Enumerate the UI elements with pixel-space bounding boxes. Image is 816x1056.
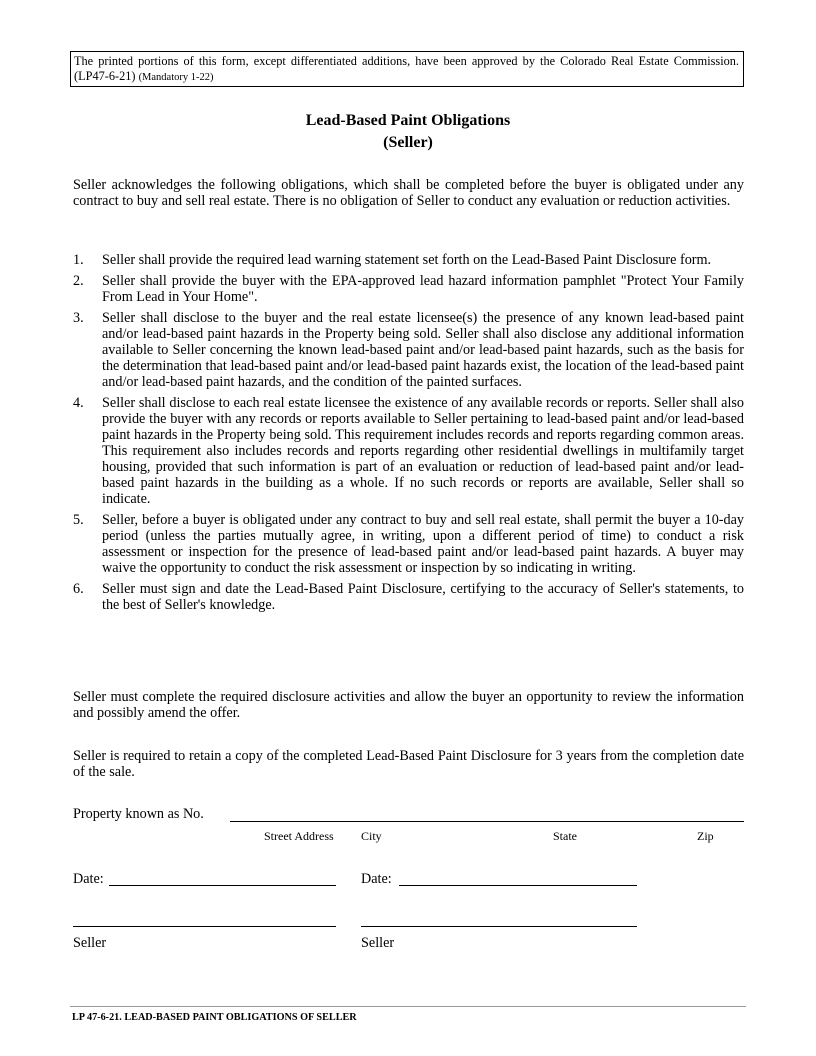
zip-caption: Zip	[697, 829, 714, 843]
city-caption: City	[361, 829, 382, 843]
seller-signature-line-1[interactable]	[73, 926, 336, 927]
obligation-number: 6.	[73, 581, 84, 597]
obligation-item	[73, 252, 744, 268]
obligation-item	[73, 273, 744, 305]
obligation-item	[73, 512, 744, 576]
obligation-text: Seller shall provide the required lead warning statement set forth on the Lead-Based Paint Disclosure form.	[102, 252, 712, 268]
obligation-item	[73, 395, 744, 507]
obligation-text: Seller shall disclose to each real estate licensee the existence of any available records or reports. Seller shall also provide the buyer with any records or reports available to Seller pertaining to lead-based paint and/or lead-based paint hazards in the Property being sold. This requirement includes records and reports regarding common areas. This requirement also includes records and reports regarding other residential dwellings in multifamily target housing, provided that such information is part of an evaluation or reduction of lead-based paint and/or lead-based paint hazards in the building as a whole. If no such records or reports are available, Seller shall so indicate.	[102, 395, 744, 507]
obligation-number: 4.	[73, 395, 84, 411]
seller-signature-line-2[interactable]	[361, 926, 637, 927]
obligation-text: Seller must sign and date the Lead-Based Paint Disclosure, certifying to the accuracy of Seller's statements, to the best of Seller's knowledge.	[102, 581, 744, 613]
obligation-item	[73, 581, 744, 613]
mandatory-date: (Mandatory 1-22)	[138, 72, 214, 83]
closing-paragraph-retain: Seller is required to retain a copy of the completed Lead-Based Paint Disclosure for 3 years from the completion date of the sale.	[73, 748, 744, 780]
date-label-2: Date:	[361, 871, 392, 887]
date-line-2[interactable]	[399, 885, 637, 886]
date-label-1: Date:	[73, 871, 104, 887]
closing-paragraph-review: Seller must complete the required disclosure activities and allow the buyer an opportunity to review the information and possibly amend the offer.	[73, 689, 744, 721]
date-line-1[interactable]	[109, 885, 336, 886]
street-address-caption: Street Address	[264, 829, 334, 843]
obligation-number: 2.	[73, 273, 84, 289]
obligation-text: Seller, before a buyer is obligated under any contract to buy and sell real estate, shall permit the buyer a 10-day period (unless the parties mutually agree, in writing, upon a different period of time) to conduct a risk assessment or inspection for the presence of lead-based paint and/or lead-based paint hazards. A buyer may waive the opportunity to conduct the risk assessment or inspection by so indicating in writing.	[102, 512, 744, 576]
property-address-line[interactable]	[230, 821, 744, 822]
seller-label-1: Seller	[73, 935, 107, 951]
obligation-number: 1.	[73, 252, 84, 268]
obligation-item	[73, 310, 744, 390]
state-caption: State	[553, 829, 577, 843]
obligation-list	[73, 252, 744, 618]
footer-divider	[70, 1006, 746, 1007]
obligation-text: Seller shall provide the buyer with the EPA-approved lead hazard information pamphlet "Protect Your Family From Lead in Your Home".	[102, 273, 744, 305]
seller-label-2: Seller	[361, 935, 395, 951]
property-label: Property known as No.	[73, 806, 204, 822]
obligation-text: Seller shall disclose to the buyer and the real estate licensee(s) the presence of any known lead-based paint and/or lead-based paint hazards in the Property being sold. Seller shall also disclose any additional information available to Seller concerning the known lead-based paint and/or lead-based paint hazards, such as the basis for the determination that lead-based paint and/or lead-based paint hazards exist, the location of the lead-based paint and/or lead-based paint hazards, and the condition of the painted surfaces.	[102, 310, 744, 390]
form-title: Lead-Based Paint Obligations	[305, 112, 511, 129]
footer-form-id: LP 47-6-21. LEAD-BASED PAINT OBLIGATIONS OF SELLER	[72, 1012, 357, 1023]
obligation-number: 5.	[73, 512, 84, 528]
intro-paragraph: Seller acknowledges the following obligations, which shall be completed before the buyer is obligated under any contract to buy and sell real estate. There is no obligation of Seller to conduct any evaluation or reduction activities.	[73, 177, 744, 209]
obligation-number: 3.	[73, 310, 84, 326]
approval-notice	[70, 51, 744, 87]
form-subtitle: (Seller)	[383, 134, 433, 151]
approval-notice-text: The printed portions of this form, except differentiated additions, have been approved by the Colorado Real Estate Commission. (LP47-6-21)	[74, 54, 739, 83]
